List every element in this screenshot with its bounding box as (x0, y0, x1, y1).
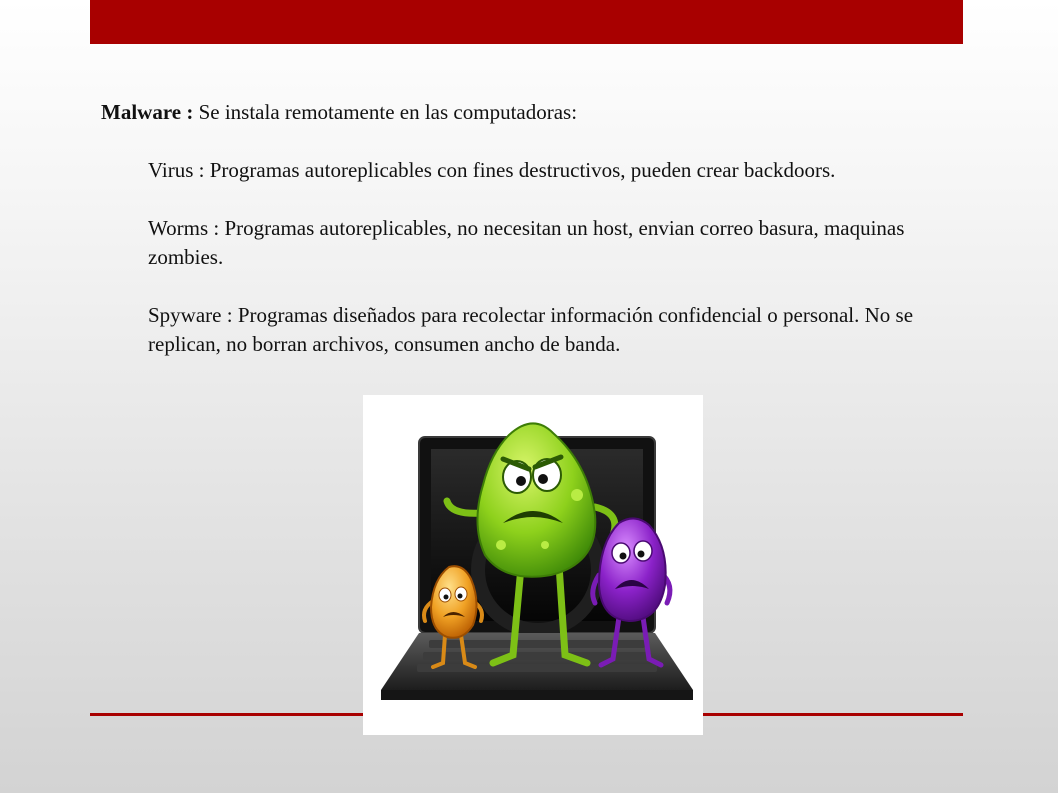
bottom-accent-line-right (703, 713, 963, 716)
virus-item: Virus : Programas autoreplicables con fines destructivos, pueden crear backdoors. (148, 158, 836, 182)
malware-description: Se instala remotamente en las computadoras: (193, 100, 578, 124)
malware-term: Malware : (101, 100, 194, 124)
worms-item: Worms : Programas autoreplicables, no necesitan un host, envian correo basura, maquinas zombies. (148, 216, 905, 269)
malware-heading (101, 98, 981, 127)
bottom-accent-line-left (90, 713, 363, 716)
top-accent-bar (90, 0, 963, 44)
slide-content (101, 98, 981, 359)
illustration-svg (363, 395, 703, 735)
spyware-item: Spyware : Programas diseñados para recolectar información confidencial o personal. No se replican, no borran archivos, consumen ancho de banda. (148, 303, 914, 356)
malware-illustration (363, 395, 703, 735)
